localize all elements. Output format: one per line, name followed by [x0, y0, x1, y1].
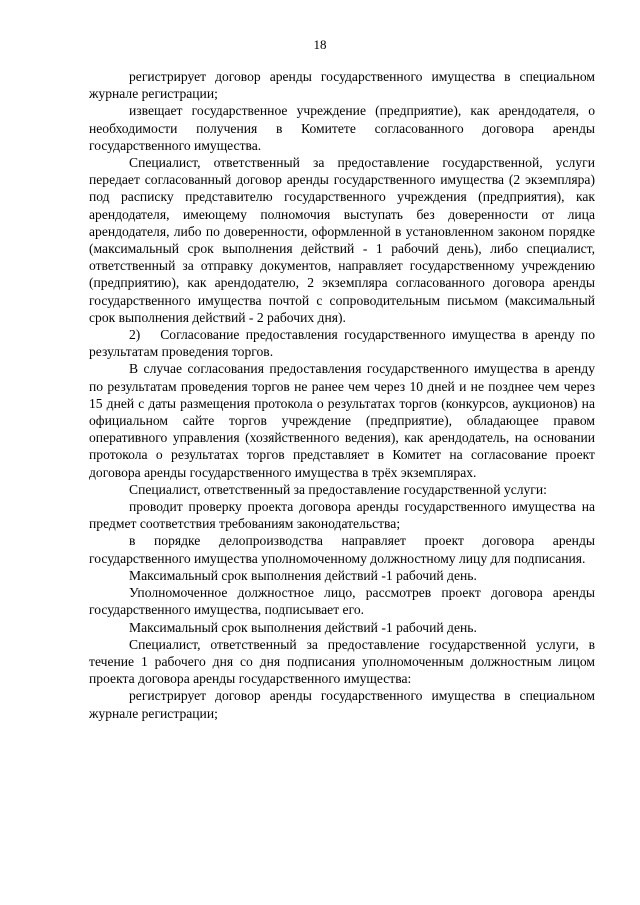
paragraph-register-contract: регистрирует договор аренды государственного имущества в специальном журнале регистрации;: [89, 69, 595, 102]
paragraph-send-for-signing: в порядке делопроизводства направляет проект договора аренды государственного имущества уполномоченному должностному лицу для подписания.: [89, 533, 595, 566]
paragraph-transfer-contract: Специалист, ответственный за предоставление государственной, услуги передает согласованный договор аренды государственного имущества (2 экземпляра) под расписку представителю государственного учреждения (предприятия), как арендодателя, имеющему полномочия выступать без доверенности от лица арендодателя, либо по доверенности, оформленной в установленном законом порядке (максимальный срок выполнения действий - 1 рабочий день), либо специалист, ответственный за отправку документов, направляет государственному учреждению (предприятию), как арендодателю, 2 экземпляра согласованного договора аренды государственного имущества почтой с сопроводительным письмом (максимальный срок выполнения действий - 2 рабочих дня).: [89, 155, 595, 325]
paragraph-max-term-2: Максимальный срок выполнения действий -1 рабочий день.: [129, 619, 477, 635]
paragraph-official-signs: Уполномоченное должностное лицо, рассмотрев проект договора аренды государственного имущества, подписывает его.: [89, 585, 595, 618]
paragraph-check-draft: проводит проверку проекта договора аренды государственного имущества на предмет соответствия требованиям законодательства;: [89, 499, 595, 532]
paragraph-max-term-1: Максимальный срок выполнения действий -1 рабочий день.: [129, 567, 477, 583]
paragraph-specialist-after-signing: Специалист, ответственный за предоставление государственной услуги, в течение 1 рабочего дня со дня подписания уполномоченным должностным лицом проекта договора аренды государственного имущества:: [89, 636, 595, 687]
document-body: [89, 68, 595, 722]
paragraph-notify-institution: извещает государственное учреждение (предприятие), как арендодателя, о необходимости получения в Комитете согласованного договора аренды государственного имущества.: [89, 103, 595, 153]
paragraph-specialist-intro: Специалист, ответственный за предоставление государственной услуги:: [129, 481, 547, 497]
paragraph-auction-approval: В случае согласования предоставления государственного имущества в аренду по результатам проведения торгов не ранее чем через 10 дней и не позднее чем через 15 дней с даты размещения протокола о результатах торгов (конкурсов, аукционов) на официальном сайте торгов учреждение (предприятие), обладающее правом оперативного управления (хозяйственного ведения), как арендодатель, на основании протокола о результатах торгов представляет в Комитет на согласование проект договора аренды государственного имущества в трёх экземплярах.: [89, 361, 595, 480]
page-number: 18: [313, 37, 327, 52]
paragraph-section-2-heading: 2) Согласование предоставления государственного имущества в аренду по результатам проведения торгов.: [89, 327, 595, 360]
paragraph-register-contract-2: регистрирует договор аренды государственного имущества в специальном журнале регистрации;: [89, 688, 595, 721]
